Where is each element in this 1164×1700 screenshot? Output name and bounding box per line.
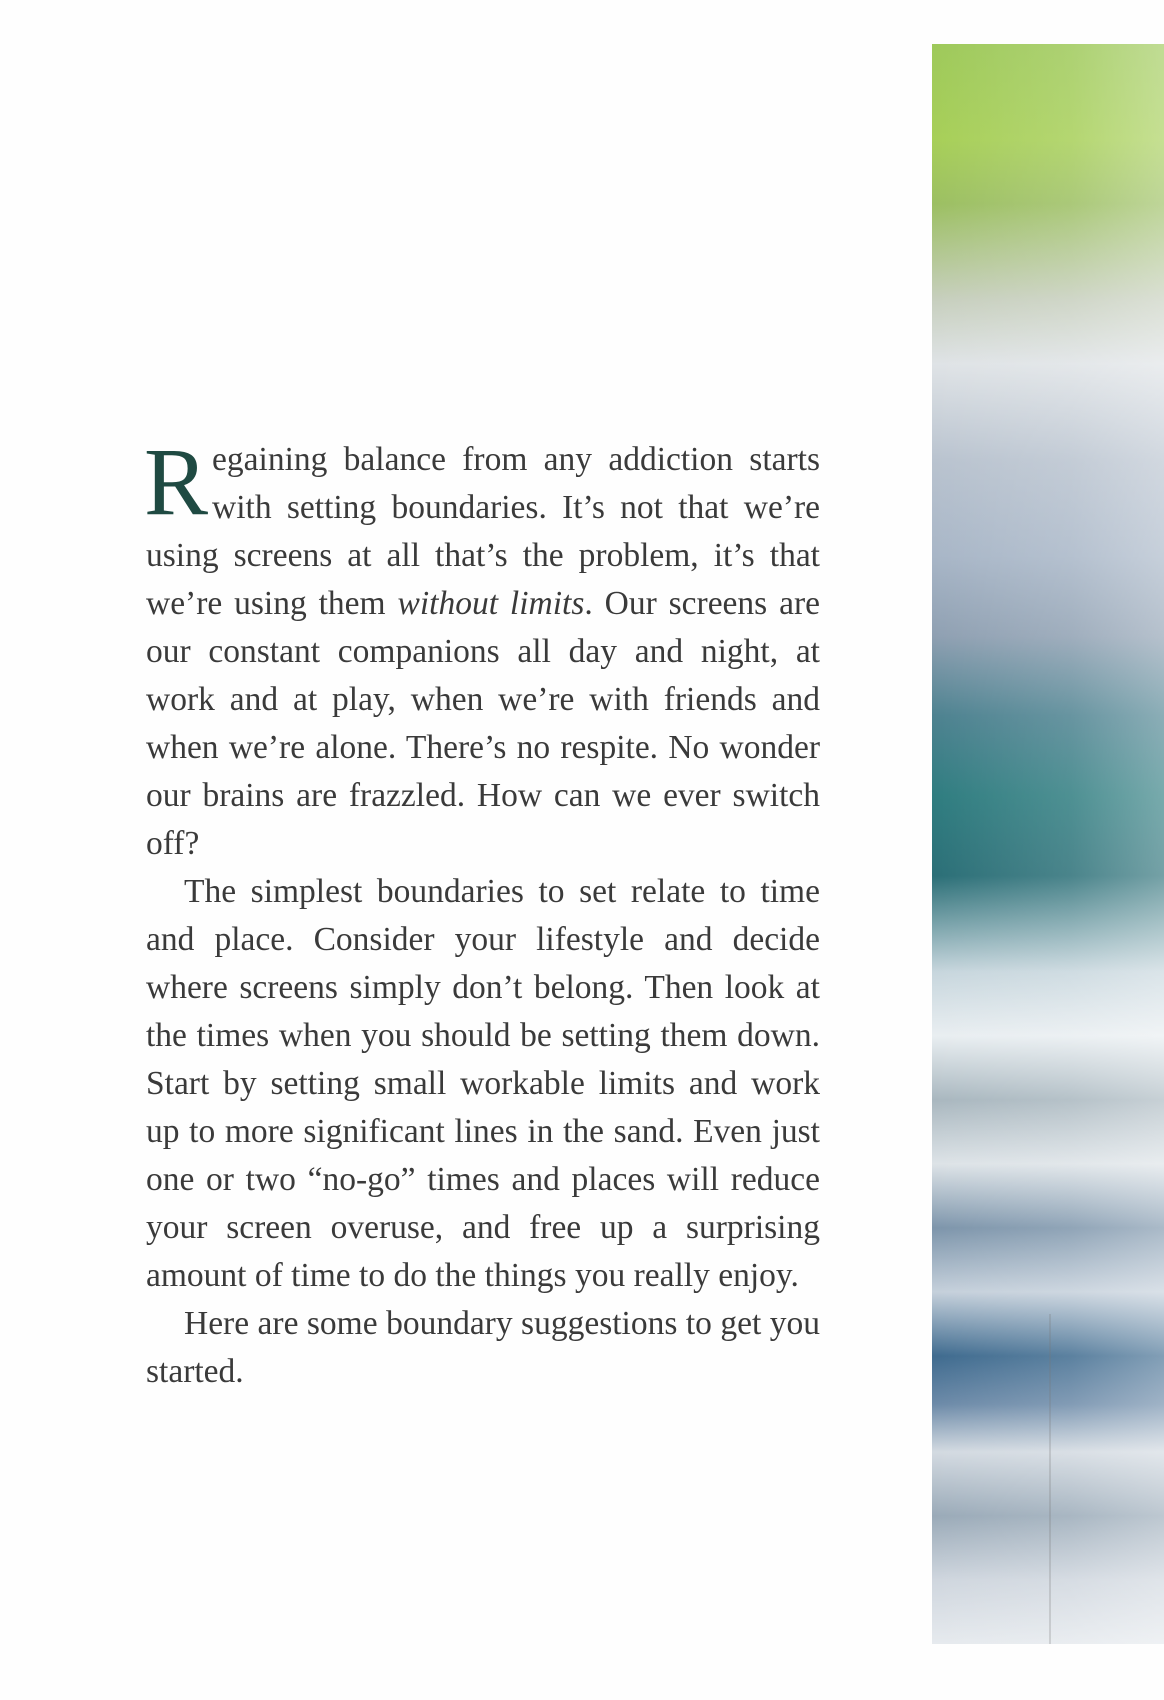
paragraph-1-text-start: egaining balance from any addiction starts with setting boundaries. It’s not that we’re using screens at all that’s the problem, it’s that we’re using them (146, 441, 820, 622)
paragraph-2: The simplest boundaries to set relate to time and place. Consider your lifestyle and decide where screens simply don’t belong. Then look at the times when you should be setting them down. Start by setting small workable limits and work up to more significant lines in the sand. Even just one or two “no-go” times and places will reduce your screen overuse, and free up a surprising amount of time to do the things you really enjoy. (146, 873, 820, 1294)
drop-cap: R (144, 428, 209, 535)
paragraph-1 (144, 428, 820, 868)
blurred-photo-strip (932, 44, 1164, 1644)
paragraph-1-text-end: . Our screens are our constant companions all day and night, at work and at play, when we’re with friends and when we’re alone. There’s no respite. No wonder our brains are frazzled. How can we ever switch off? (146, 585, 820, 862)
paragraph-3: Here are some boundary suggestions to get you started. (146, 1305, 820, 1390)
emphasis-without-limits: without limits (397, 585, 585, 622)
body-text-column (144, 428, 820, 1396)
